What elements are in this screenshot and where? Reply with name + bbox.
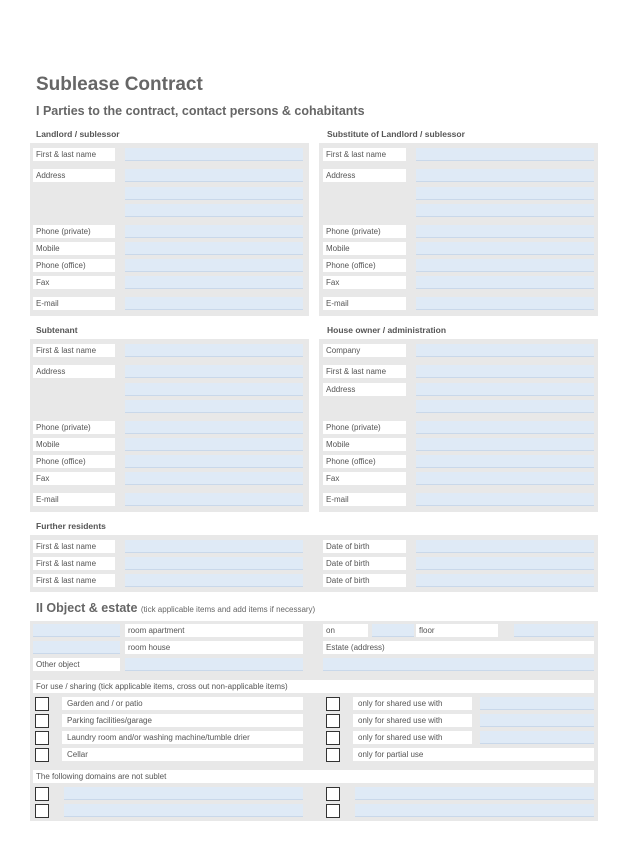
resident-2-name-label: First & last name [33,557,115,570]
use-sharing-label: For use / sharing (tick applicable items, cross out non-applicable items) [33,680,594,693]
substitute-heading: Substitute of Landlord / sublessor [327,129,465,139]
subtenant-fax-field[interactable] [125,472,303,485]
landlord-email-field[interactable] [125,297,303,310]
resident-2-dob-label: Date of birth [323,557,406,570]
parking-label: Parking facilities/garage [62,714,303,727]
garden-label: Garden and / or patio [62,697,303,710]
not-sublet-3-field[interactable] [64,804,303,817]
room-apartment-label: room apartment [125,624,303,637]
subtenant-heading: Subtenant [36,325,78,335]
other-object-label: Other object [33,658,120,671]
landlord-phone-office-label: Phone (office) [33,259,115,272]
owner-address-field-1[interactable] [416,383,594,396]
not-sublet-2-checkbox[interactable] [326,787,340,801]
landlord-mobile-field[interactable] [125,242,303,255]
subtenant-fax-label: Fax [33,472,115,485]
laundry-label: Laundry room and/or washing machine/tumble drier [62,731,303,744]
object-panel [30,621,598,821]
resident-1-name-field[interactable] [125,540,303,553]
garden-checkbox[interactable] [35,697,49,711]
resident-1-dob-field[interactable] [416,540,594,553]
substitute-phone-office-field[interactable] [416,259,594,272]
parking-checkbox[interactable] [35,714,49,728]
landlord-address-label: Address [33,169,115,182]
landlord-address-field-2[interactable] [125,187,303,200]
substitute-email-field[interactable] [416,297,594,310]
substitute-name-field[interactable] [416,148,594,161]
subtenant-address-field-3[interactable] [125,400,303,413]
resident-3-name-field[interactable] [125,574,303,587]
parking-shared-label: only for shared use with [353,714,472,727]
substitute-address-field-2[interactable] [416,187,594,200]
substitute-mobile-label: Mobile [323,242,406,255]
estate-address-field[interactable] [323,658,594,671]
subtenant-address-label: Address [33,365,115,378]
estate-address-label: Estate (address) [323,641,594,654]
floor-number-field[interactable] [372,624,414,637]
owner-panel [319,339,598,512]
not-sublet-label: The following domains are not sublet [33,770,594,783]
subtenant-name-label: First & last name [33,344,115,357]
landlord-phone-private-label: Phone (private) [33,225,115,238]
section2-note: (tick applicable items and add items if necessary) [140,605,316,614]
other-object-field[interactable] [125,658,303,671]
not-sublet-1-checkbox[interactable] [35,787,49,801]
landlord-heading: Landlord / sublessor [36,129,120,139]
landlord-fax-field[interactable] [125,276,303,289]
substitute-phone-office-label: Phone (office) [323,259,406,272]
not-sublet-4-field[interactable] [355,804,594,817]
laundry-checkbox[interactable] [35,731,49,745]
not-sublet-4-checkbox[interactable] [326,804,340,818]
section1-heading: I Parties to the contract, contact persons & cohabitants [36,104,365,118]
room-house-count-field[interactable] [33,641,120,654]
owner-email-field[interactable] [416,493,594,506]
owner-company-label: Company [323,344,406,357]
section2-title: II Object & estate [36,601,138,615]
not-sublet-2-field[interactable] [355,787,594,800]
substitute-email-label: E-mail [323,297,406,310]
garden-shared-checkbox[interactable] [326,697,340,711]
landlord-phone-private-field[interactable] [125,225,303,238]
subtenant-phone-private-field[interactable] [125,421,303,434]
owner-address-field-2[interactable] [416,400,594,413]
substitute-mobile-field[interactable] [416,242,594,255]
subtenant-phone-office-field[interactable] [125,455,303,468]
landlord-address-field-1[interactable] [125,169,303,182]
subtenant-email-label: E-mail [33,493,115,506]
subtenant-email-field[interactable] [125,493,303,506]
laundry-shared-field[interactable] [480,731,594,744]
page-title: Sublease Contract [36,74,203,95]
substitute-address-field-3[interactable] [416,204,594,217]
floor-extra-field[interactable] [514,624,594,637]
owner-fax-label: Fax [323,472,406,485]
section2-heading [36,601,315,615]
garden-shared-label: only for shared use with [353,697,472,710]
substitute-fax-field[interactable] [416,276,594,289]
owner-phone-office-label: Phone (office) [323,455,406,468]
substitute-name-label: First & last name [323,148,406,161]
owner-name-label: First & last name [323,365,406,378]
substitute-fax-label: Fax [323,276,406,289]
not-sublet-3-checkbox[interactable] [35,804,49,818]
substitute-address-label: Address [323,169,406,182]
laundry-shared-checkbox[interactable] [326,731,340,745]
not-sublet-1-field[interactable] [64,787,303,800]
landlord-address-field-3[interactable] [125,204,303,217]
room-apartment-count-field[interactable] [33,624,120,637]
owner-company-field[interactable] [416,344,594,357]
residents-heading: Further residents [36,521,106,531]
resident-2-dob-field[interactable] [416,557,594,570]
owner-fax-field[interactable] [416,472,594,485]
owner-name-field[interactable] [416,365,594,378]
residents-panel [30,535,598,592]
owner-mobile-label: Mobile [323,438,406,451]
cellar-checkbox[interactable] [35,748,49,762]
subtenant-mobile-field[interactable] [125,438,303,451]
on-label: on [323,624,368,637]
substitute-phone-private-label: Phone (private) [323,225,406,238]
subtenant-panel [30,339,309,512]
cellar-partial-checkbox[interactable] [326,748,340,762]
subtenant-phone-office-label: Phone (office) [33,455,115,468]
parking-shared-field[interactable] [480,714,594,727]
subtenant-address-field-2[interactable] [125,383,303,396]
garden-shared-field[interactable] [480,697,594,710]
owner-phone-private-label: Phone (private) [323,421,406,434]
resident-2-name-field[interactable] [125,557,303,570]
landlord-mobile-label: Mobile [33,242,115,255]
owner-address-label: Address [323,383,406,396]
resident-3-dob-field[interactable] [416,574,594,587]
landlord-name-field[interactable] [125,148,303,161]
landlord-fax-label: Fax [33,276,115,289]
substitute-panel [319,143,598,316]
resident-1-dob-label: Date of birth [323,540,406,553]
landlord-name-label: First & last name [33,148,115,161]
landlord-phone-office-field[interactable] [125,259,303,272]
laundry-shared-label: only for shared use with [353,731,472,744]
parking-shared-checkbox[interactable] [326,714,340,728]
owner-phone-office-field[interactable] [416,455,594,468]
owner-mobile-field[interactable] [416,438,594,451]
subtenant-address-field-1[interactable] [125,365,303,378]
resident-1-name-label: First & last name [33,540,115,553]
owner-heading: House owner / administration [327,325,447,335]
subtenant-name-field[interactable] [125,344,303,357]
substitute-phone-private-field[interactable] [416,225,594,238]
substitute-address-field-1[interactable] [416,169,594,182]
cellar-partial-label: only for partial use [353,748,594,761]
owner-email-label: E-mail [323,493,406,506]
owner-phone-private-field[interactable] [416,421,594,434]
resident-3-name-label: First & last name [33,574,115,587]
cellar-label: Cellar [62,748,303,761]
floor-label: floor [416,624,498,637]
subtenant-phone-private-label: Phone (private) [33,421,115,434]
subtenant-mobile-label: Mobile [33,438,115,451]
room-house-label: room house [125,641,303,654]
resident-3-dob-label: Date of birth [323,574,406,587]
landlord-panel [30,143,309,316]
landlord-email-label: E-mail [33,297,115,310]
